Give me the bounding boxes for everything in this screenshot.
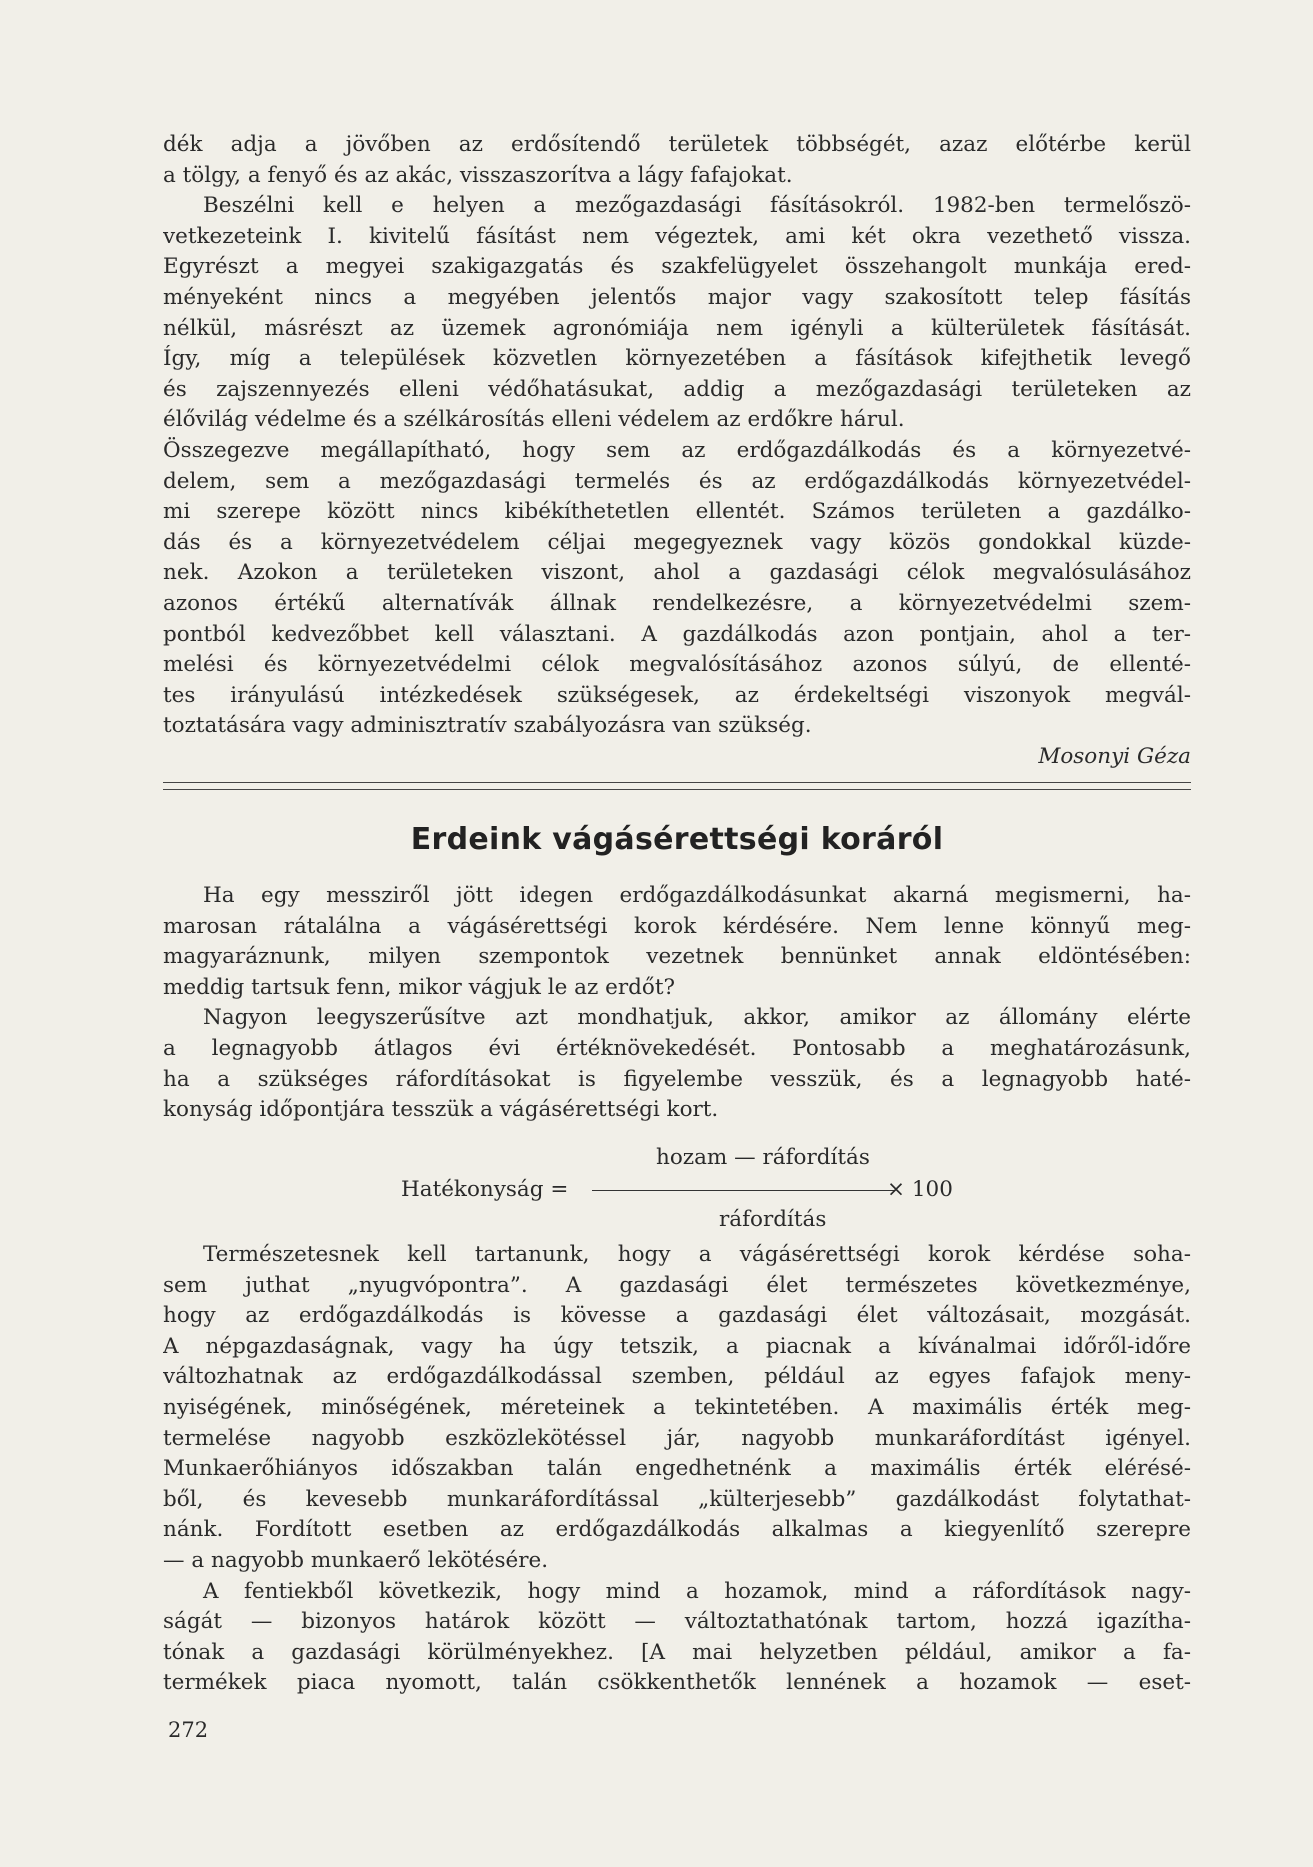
text-line: nyiségének, minőségének, méreteinek a tekintetében. A maximális érték meg- [163, 1394, 1191, 1420]
text-line: Ha egy messziről jött idegen erdőgazdálkodásunkat akarná megismerni, ha- [203, 883, 1191, 908]
text-line: hogy az erdőgazdálkodás is kövesse a gazdasági élet változásait, mozgását. [163, 1303, 1191, 1329]
text-line: Nagyon leegyszerűsítve azt mondhatjuk, akkor, amikor az állomány elérte [203, 1005, 1191, 1031]
text-line: meddig tartsuk fenn, mikor vágjuk le az erdőt? [163, 974, 676, 1000]
text-line: azonos értékű alternatívák állnak rendelkezésre, a környezetvédelmi szem- [163, 590, 1191, 616]
text-line: nek. Azokon a területeken viszont, ahol a gazdasági célok megvalósulásához [163, 560, 1191, 586]
text-line: Összegezve megállapítható, hogy sem az erdőgazdálkodás és a környezetvé- [163, 437, 1191, 463]
body-text-block-1 [163, 130, 1191, 772]
text-line: nánk. Fordított esetben az erdőgazdálkodás alkalmas a kiegyenlítő szerepre [163, 1517, 1191, 1543]
section-divider-top [163, 782, 1191, 783]
text-line: nélkül, másrészt az üzemek agronómiája nem igényli a külterületek fásítását. [163, 315, 1191, 341]
text-line: toztatására vagy adminisztratív szabályozásra van szükség. [163, 713, 812, 739]
article-title: Erdeink vágásérettségi koráról [410, 822, 944, 857]
text-line: ből, és kevesebb munkaráfordítással „külterjesebb” gazdálkodást folytathat- [163, 1486, 1191, 1512]
text-line: Természetesnek kell tartanunk, hogy a vágásérettségi korok kérdése soha- [203, 1242, 1191, 1267]
text-line: Így, míg a települések közvetlen környezetében a fásítások kifejthetik levegő [163, 346, 1191, 372]
text-line: élővilág védelme és a szélkárosítás elleni védelem az erdőkre hárul. [163, 407, 905, 433]
text-line: ményeként nincs a megyében jelentős major vagy szakosított telep fásítás [163, 284, 1191, 310]
efficiency-formula [163, 1140, 1191, 1236]
text-line: dás és a környezetvédelem céljai megegyeznek vagy közös gondokkal küzde- [163, 529, 1191, 555]
text-line: vetkezeteink I. kivitelű fásítást nem végeztek, ami két okra vezethető vissza. [163, 223, 1191, 249]
formula-denominator: ráfordítás [719, 1207, 827, 1232]
formula-numerator: hozam — ráfordítás [656, 1145, 870, 1170]
text-line: mi szerepe között nincs kibékíthetetlen ellentét. Számos területen a gazdálko- [163, 499, 1191, 525]
text-line: tónak a gazdasági körülményekhez. [A mai helyzetben például, amikor a fa- [163, 1639, 1191, 1665]
text-line: a tölgy, a fenyő és az akác, visszaszorítva a lágy fafajokat. [163, 162, 793, 188]
section-divider-bottom [163, 789, 1191, 790]
text-line: ha a szükséges ráfordításokat is figyelembe vesszük, és a legnagyobb haté- [163, 1066, 1191, 1092]
text-line: és zajszennyezés elleni védőhatásukat, addig a mezőgazdasági területeken az [163, 376, 1191, 402]
body-text-block-3 [163, 1240, 1191, 1699]
text-line: termékek piaca nyomott, talán csökkenthetők lennének a hozamok — eset- [163, 1670, 1191, 1696]
formula-multiplier: × 100 [887, 1177, 953, 1202]
author-signature: Mosonyi Géza [1038, 743, 1191, 769]
text-line: pontból kedvezőbbet kell választani. A gazdálkodás azon pontjain, ahol a ter- [163, 621, 1191, 647]
fraction-bar [592, 1190, 895, 1191]
text-line: változhatnak az erdőgazdálkodással szemben, például az egyes fafajok meny- [163, 1364, 1191, 1390]
text-line: magyaráznunk, milyen szempontok vezetnek bennünket annak eldöntésében: [163, 944, 1191, 970]
text-line: konyság időpontjára tesszük a vágásérettségi kort. [163, 1097, 719, 1123]
text-line: a legnagyobb átlagos évi értéknövekedését. Pontosabb a meghatározásunk, [163, 1035, 1191, 1061]
text-line: Munkaerőhiányos időszakban talán engedhetnénk a maximális érték elérésé- [163, 1456, 1191, 1482]
body-text-block-2 [163, 881, 1191, 1126]
text-line: A fentiekből következik, hogy mind a hozamok, mind a ráfordítások nagy- [203, 1578, 1191, 1604]
text-line: marosan rátalálna a vágásérettségi korok kérdésére. Nem lenne könnyű meg- [163, 913, 1191, 939]
formula-lhs: Hatékonyság = [401, 1177, 569, 1202]
text-line: termelése nagyobb eszközlekötéssel jár, nagyobb munkaráfordítást igényel. [163, 1425, 1191, 1451]
text-line: Egyrészt a megyei szakigazgatás és szakfelügyelet összehangolt munkája ered- [163, 254, 1191, 280]
text-line: tes irányulású intézkedések szükségesek, az érdekeltségi viszonyok megvál- [163, 682, 1191, 708]
text-line: sem juthat „nyugvópontra”. A gazdasági élet természetes következménye, [163, 1272, 1191, 1298]
text-line: ságát — bizonyos határok között — változtathatónak tartom, hozzá igazítha- [163, 1609, 1191, 1635]
text-line: dék adja a jövőben az erdősítendő területek többségét, azaz előtérbe kerül [163, 132, 1191, 157]
text-line: Beszélni kell e helyen a mezőgazdasági fásításokról. 1982-ben termelőszö- [203, 193, 1191, 219]
text-line: — a nagyobb munkaerő lekötésére. [163, 1547, 549, 1573]
text-line: A népgazdaságnak, vagy ha úgy tetszik, a piacnak a kívánalmai időről-időre [163, 1333, 1191, 1359]
page-number: 272 [168, 1718, 209, 1742]
text-line: delem, sem a mezőgazdasági termelés és az erdőgazdálkodás környezetvédel- [163, 468, 1191, 494]
text-line: melési és környezetvédelmi célok megvalósításához azonos súlyú, de ellenté- [163, 652, 1191, 678]
